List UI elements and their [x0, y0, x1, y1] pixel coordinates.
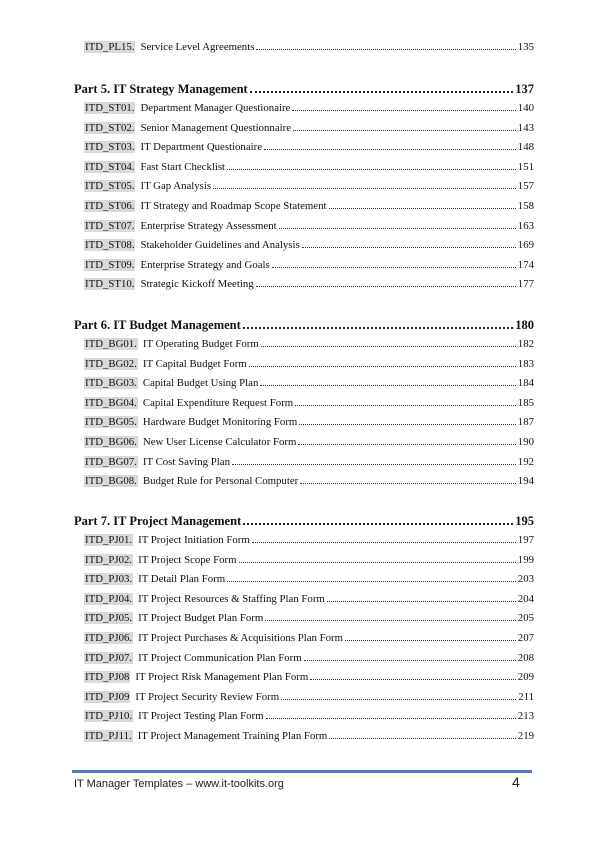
entry-page: 184: [517, 377, 534, 390]
dot-leader: [279, 228, 516, 229]
entry-code: ITD_BG01.: [85, 338, 137, 350]
entry-page: 169: [517, 239, 534, 252]
entry-code: ITD_BG06.: [85, 435, 137, 448]
footer-page-number: 4: [512, 774, 520, 790]
entry-name: Service Level Agreements: [140, 41, 255, 53]
dot-leader: [304, 660, 516, 661]
entry-code: ITD_PJ02.: [85, 553, 133, 566]
dot-leader: [295, 405, 516, 406]
toc-part-6: [74, 318, 534, 495]
entry-code: ITD_ST04.: [85, 160, 135, 173]
toc-entry[interactable]: [74, 180, 534, 200]
entry-name: IT Project Communication Plan Form: [138, 651, 302, 664]
dot-leader: [227, 581, 516, 582]
entry-code: ITD_BG07.: [85, 455, 137, 468]
entry-name: IT Project Management Training Plan Form: [137, 729, 328, 742]
entry-page: 135: [517, 41, 534, 53]
entry-code: ITD_PJ11.: [85, 729, 132, 742]
toc-entry[interactable]: [74, 200, 534, 220]
entry-code: ITD_PJ07.: [85, 651, 133, 664]
dot-leader: [239, 562, 516, 563]
toc-entry[interactable]: [74, 534, 534, 554]
entry-code: ITD_PJ06.: [85, 631, 133, 644]
dot-leader: [243, 523, 513, 525]
entry-page: 203: [517, 573, 534, 586]
entry-code: ITD_ST10.: [85, 278, 135, 291]
part-heading[interactable]: [74, 82, 534, 102]
toc-entry[interactable]: [74, 358, 534, 378]
toc-entry[interactable]: [74, 239, 534, 259]
entry-code: ITD_PJ03.: [85, 573, 133, 586]
entry-name: IT Project Testing Plan Form: [138, 710, 264, 723]
part-title: Part 6. IT Budget Management: [74, 318, 241, 332]
dot-leader: [260, 385, 515, 386]
dot-leader: [302, 247, 516, 248]
entry-code: ITD_PJ05.: [85, 612, 133, 625]
entry-page: 143: [517, 121, 534, 134]
dot-leader: [261, 346, 516, 347]
toc-entry[interactable]: [74, 612, 534, 632]
dot-leader: [250, 91, 514, 93]
toc-entry[interactable]: [74, 691, 534, 711]
part-page: 180: [515, 318, 534, 332]
entry-page: 209: [517, 671, 534, 684]
entry-name: Enterprise Strategy Assessment: [140, 219, 277, 232]
footer-text: IT Manager Templates – www.it-toolkits.org: [74, 778, 284, 790]
dot-leader: [256, 49, 515, 50]
entry-name: IT Strategy and Roadmap Scope Statement: [140, 199, 327, 212]
dot-leader: [329, 738, 515, 739]
entry-page: 157: [517, 180, 534, 193]
part-heading[interactable]: [74, 514, 534, 534]
dot-leader: [300, 483, 516, 484]
dot-leader: [249, 366, 516, 367]
toc-entry[interactable]: [74, 41, 534, 61]
entry-name: IT Gap Analysis: [140, 180, 212, 193]
entry-page: 204: [517, 592, 534, 605]
dot-leader: [329, 208, 516, 209]
entry-code: ITD_PJ10.: [85, 710, 133, 723]
toc-entry[interactable]: [74, 671, 534, 691]
dot-leader: [327, 601, 516, 602]
entry-name: Department Manager Questionaire: [140, 102, 291, 114]
toc-entry[interactable]: [74, 652, 534, 672]
dot-leader: [227, 169, 516, 170]
entry-page: 219: [517, 729, 534, 742]
entry-name: Stakeholder Guidelines and Analysis: [140, 239, 300, 252]
toc-entry[interactable]: [74, 416, 534, 436]
toc-entry[interactable]: [74, 259, 534, 279]
toc-entry[interactable]: [74, 220, 534, 240]
entry-page: 199: [517, 553, 534, 566]
entry-name: Capital Expenditure Request Form: [142, 396, 294, 409]
part-title: Part 5. IT Strategy Management: [74, 82, 248, 96]
entry-code: ITD_PJ04.: [85, 592, 133, 605]
entry-page: 194: [517, 475, 534, 488]
dot-leader: [264, 149, 516, 150]
entry-name: Hardware Budget Monitoring Form: [142, 416, 298, 429]
entry-page: 197: [517, 534, 534, 546]
entry-name: New User License Calculator Form: [142, 435, 297, 448]
part-title: Part 7. IT Project Management: [74, 514, 242, 528]
entry-page: 205: [517, 612, 534, 625]
entry-code: ITD_BG02.: [85, 357, 137, 370]
toc-entry[interactable]: [74, 141, 534, 161]
entry-code: ITD_BG08.: [85, 475, 137, 488]
toc-entry[interactable]: [74, 475, 534, 495]
dot-leader: [256, 286, 516, 287]
entry-page: 174: [517, 258, 534, 271]
part-heading[interactable]: [74, 318, 534, 338]
toc-entry[interactable]: [74, 554, 534, 574]
entry-code: ITD_ST08.: [85, 239, 135, 252]
entry-page: 208: [517, 651, 534, 664]
entry-code: ITD_PJ08: [85, 671, 130, 684]
entry-page: 182: [517, 338, 534, 350]
dot-leader: [310, 679, 516, 680]
dot-leader: [293, 130, 516, 131]
entry-code: ITD_ST07.: [85, 219, 135, 232]
dot-leader: [266, 718, 516, 719]
dot-leader: [299, 424, 515, 425]
entry-code: ITD_ST03.: [85, 141, 135, 154]
dot-leader: [281, 699, 516, 700]
entry-page: 207: [517, 631, 534, 644]
entry-name: IT Project Risk Management Plan Form: [135, 671, 309, 684]
entry-code: ITD_PJ09: [85, 690, 130, 703]
toc-entry[interactable]: [74, 102, 534, 122]
toc-entry[interactable]: [74, 573, 534, 593]
entry-page: 163: [517, 219, 534, 232]
toc-entry[interactable]: [74, 456, 534, 476]
part-page: 195: [515, 514, 534, 528]
entry-code: ITD_ST05.: [85, 180, 135, 193]
entry-name: Budget Rule for Personal Computer: [142, 475, 299, 488]
entry-name: IT Capital Budget Form: [142, 357, 247, 370]
dot-leader: [243, 327, 513, 329]
toc-part-7: [74, 514, 534, 750]
entry-name: IT Operating Budget Form: [142, 338, 259, 350]
entry-page: 158: [517, 199, 534, 212]
entry-name: IT Department Questionaire: [140, 141, 263, 154]
entry-page: 213: [517, 710, 534, 723]
toc-entry[interactable]: [74, 278, 534, 298]
toc-entry[interactable]: [74, 710, 534, 730]
entry-page: 211: [518, 690, 534, 703]
footer-rule: [72, 770, 532, 773]
dot-leader: [252, 542, 516, 543]
toc-entry[interactable]: [74, 730, 534, 750]
entry-name: IT Detail Plan Form: [138, 573, 226, 586]
entry-page: 151: [517, 160, 534, 173]
entry-code: ITD_BG05.: [85, 416, 137, 429]
dot-leader: [265, 620, 516, 621]
toc-entry[interactable]: [74, 122, 534, 142]
dot-leader: [298, 444, 515, 445]
toc-entry[interactable]: [74, 397, 534, 417]
entry-page: 183: [517, 357, 534, 370]
entry-name: IT Project Scope Form: [138, 553, 237, 566]
entry-page: 185: [517, 396, 534, 409]
entry-code: ITD_ST02.: [85, 121, 135, 134]
entry-page: 177: [517, 278, 534, 291]
entry-name: Capital Budget Using Plan: [142, 377, 259, 390]
toc-entry[interactable]: [74, 161, 534, 181]
toc-entry[interactable]: [74, 436, 534, 456]
entry-code: ITD_PJ01.: [85, 534, 133, 546]
entry-page: 148: [517, 141, 534, 154]
entry-code: ITD_ST06.: [85, 199, 135, 212]
entry-name: IT Project Purchases & Acquisitions Plan Form: [138, 631, 344, 644]
entry-name: IT Project Initiation Form: [138, 534, 250, 546]
entry-code: ITD_PL15.: [85, 41, 135, 53]
toc-entry[interactable]: [74, 377, 534, 397]
entry-name: Strategic Kickoff Meeting: [140, 278, 254, 291]
entry-name: Senior Management Questionnaire: [140, 121, 291, 134]
entry-page: 140: [517, 102, 534, 114]
entry-name: IT Project Budget Plan Form: [138, 612, 264, 625]
entry-name: Enterprise Strategy and Goals: [140, 258, 270, 271]
dot-leader: [345, 640, 516, 641]
dot-leader: [272, 267, 516, 268]
entry-code: ITD_BG03.: [85, 377, 137, 390]
dot-leader: [292, 110, 515, 111]
entry-name: IT Project Security Review Form: [135, 690, 280, 703]
entry-code: ITD_ST01.: [85, 102, 135, 114]
toc-entry[interactable]: [74, 338, 534, 358]
toc-entry[interactable]: [74, 632, 534, 652]
entry-name: IT Project Resources & Staffing Plan Form: [138, 592, 325, 605]
entry-code: ITD_BG04.: [85, 396, 137, 409]
entry-name: Fast Start Checklist: [140, 160, 226, 173]
toc-top-section: [74, 41, 534, 61]
entry-name: IT Cost Saving Plan: [142, 455, 230, 468]
toc-entry[interactable]: [74, 593, 534, 613]
toc-part-5: [74, 82, 534, 298]
dot-leader: [232, 464, 516, 465]
part-page: 137: [515, 82, 534, 96]
entry-code: ITD_ST09.: [85, 258, 135, 271]
dot-leader: [213, 188, 516, 189]
entry-page: 192: [517, 455, 534, 468]
entry-page: 187: [517, 416, 534, 429]
entry-page: 190: [517, 435, 534, 448]
